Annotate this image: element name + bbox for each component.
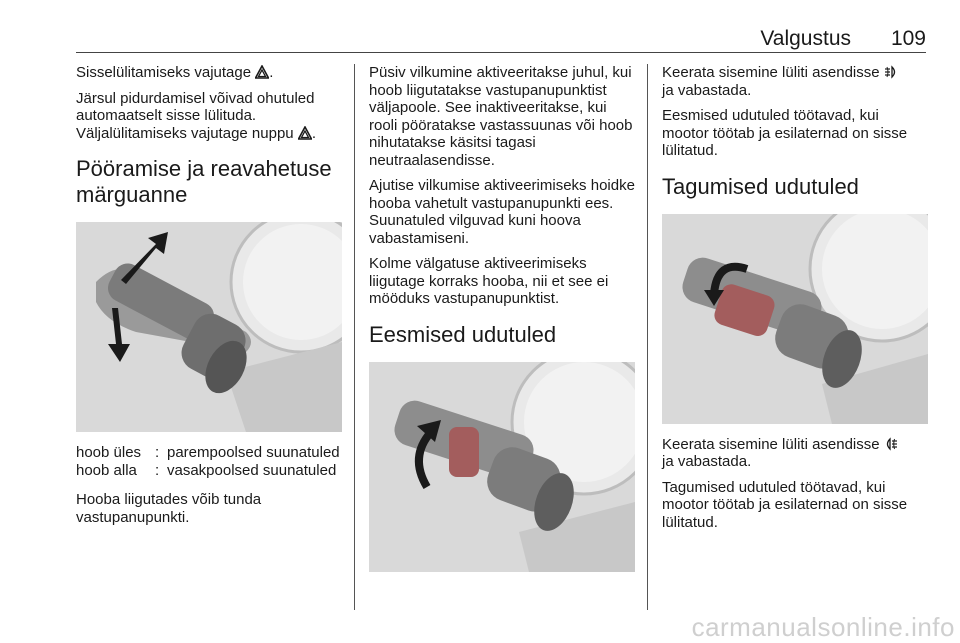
front-fog-instruction: Keerata sisemine lüliti asendisse ja vabastada. (662, 64, 928, 99)
temporary-flash-text: Ajutise vilkumise aktiveerimiseks hoidke hooba vahetult vastupanupunkti ees. Suunatuled vilguvad kuni hoova vabastamiseni. (369, 177, 635, 247)
def-term: hoob alla (76, 461, 137, 479)
rear-fog-heading: Tagumised udutuled (662, 173, 859, 199)
front-fog-light-icon (884, 65, 898, 79)
column-divider-2 (647, 64, 648, 610)
def-desc: vasakpoolsed suunatuled (167, 461, 337, 479)
page-header (76, 24, 926, 54)
front-fog-switch-figure (369, 362, 635, 572)
def-sep: : (155, 444, 160, 461)
rear-fog-switch-figure (662, 214, 928, 424)
column-divider-1 (354, 64, 355, 610)
turn-signal-definitions (76, 444, 342, 479)
page-number: 109 (890, 27, 926, 50)
resistance-text: Hooba liigutades võib tunda vastupanupunkti. (76, 491, 262, 526)
hazard-on-text: Sisselülitamiseks vajutage . (76, 64, 274, 81)
def-sep: : (155, 461, 160, 479)
watermark: carmanualsonline.info (691, 612, 955, 642)
continuous-flash-text: Püsiv vilkumine aktiveeritakse juhul, kui hoob liigutatakse vastupanupunktist väljapoole. See inaktiveeritakse, kui rooli pööratakse vastassuunas või hoob nihutatakse käsitsi tagasi neutraalasendisse. (369, 64, 633, 169)
hazard-off-text: Väljalülitamiseks vajutage nuppu . (76, 124, 316, 142)
rear-fog-condition: Tagumised udutuled töötavad, kui mootor töötab ja esilaternad on sisse lülitatud. (662, 478, 908, 531)
section-title: Valgustus (760, 27, 851, 50)
header-divider (76, 52, 926, 53)
front-fog-heading: Eesmised udutuled (369, 321, 557, 347)
hazard-triangle-icon (255, 65, 269, 79)
rear-fog-instruction: Keerata sisemine lüliti asendisse ja vabastada. (662, 436, 928, 471)
hazard-triangle-icon (298, 126, 312, 140)
three-flash-text: Kolme välgatuse aktiveerimiseks liigutage korraks hooba, nii et see ei mööduks vastupanupunktist. (369, 255, 609, 307)
column-2 (369, 64, 635, 584)
turn-signal-lever-figure (76, 222, 342, 432)
column-3 (662, 64, 928, 539)
rear-fog-light-icon (884, 437, 898, 451)
column-1 (76, 64, 342, 534)
def-desc: parempoolsed suunatuled (167, 444, 340, 461)
def-term: hoob üles (76, 444, 142, 461)
hazard-auto-text: Järsul pidurdamisel võivad ohutuled automaatselt sisse lülituda. (76, 89, 315, 124)
turn-signal-heading: Pööramise ja reavahetuse märguanne (76, 156, 332, 207)
front-fog-condition: Eesmised udutuled töötavad, kui mootor töötab ja esilaternad on sisse lülitatud. (662, 107, 908, 159)
